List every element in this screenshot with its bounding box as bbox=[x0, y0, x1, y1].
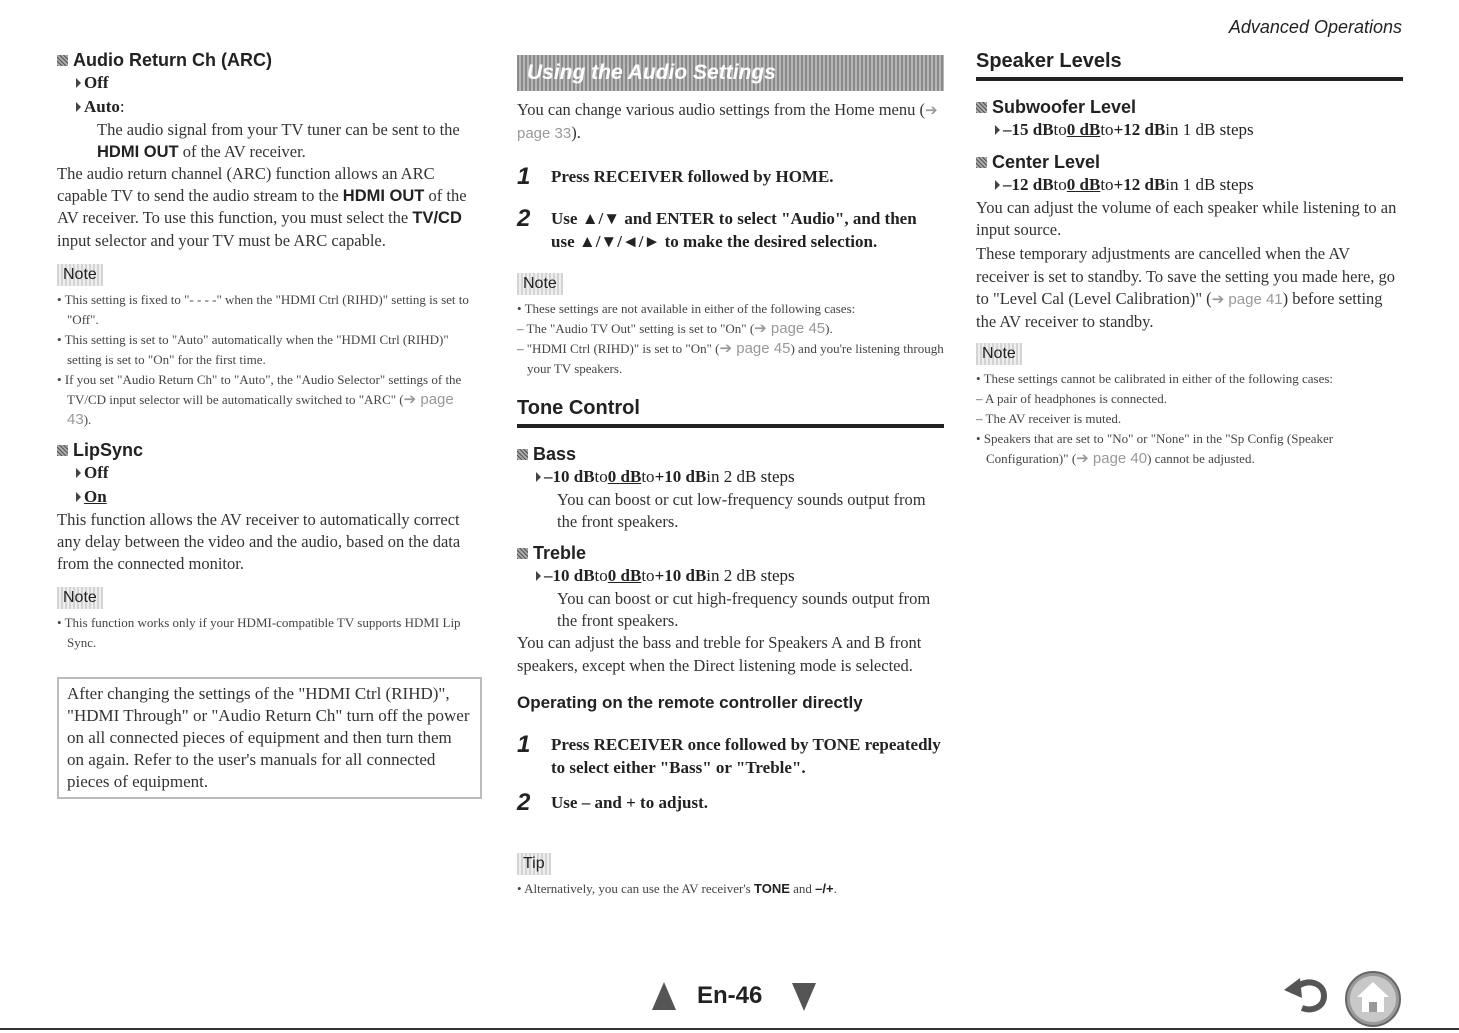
triangle-bullet-icon bbox=[995, 180, 1000, 190]
note-bullet: • These settings are not available in either of the following cases: bbox=[517, 301, 856, 317]
next-page-arrow-icon[interactable] bbox=[792, 983, 816, 1011]
note-bullet: • This setting is fixed to "- - - -" when the "HDMI Ctrl (RIHD)" setting is set to "Off". bbox=[57, 291, 469, 327]
back-icon[interactable] bbox=[1282, 974, 1332, 1014]
triangle-bullet-icon bbox=[995, 125, 1000, 135]
note-bullet: • If you set "Audio Return Ch" to "Auto", the "Audio Selector" settings of the TV/CD input selector will be automatically switched to "ARC" (➔ page 43). bbox=[57, 371, 462, 428]
tone-paragraph: You can adjust the bass and treble for Speakers A and B front speakers, except when the Direct listening mode is selected. bbox=[517, 633, 922, 675]
note-bullet: • Speakers that are set to "No" or "None" in the "Sp Config (Speaker Configuration)" (➔ page 40) cannot be adjusted. bbox=[976, 431, 1334, 468]
lipsync-option-on: On bbox=[76, 485, 482, 509]
arc-paragraph: The audio return channel (ARC) function allows an ARC capable TV to send the audio stream to the HDMI OUT of the AV receiver. To use this function, you must select the TV/CD input selector and your TV must be ARC capable. bbox=[57, 164, 467, 250]
treble-description: You can boost or cut high-frequency sounds output from the front speakers. bbox=[557, 589, 931, 631]
note-bullet: • These settings cannot be calibrated in either of the following cases: bbox=[976, 371, 1334, 387]
tip-block bbox=[517, 853, 944, 899]
remote-step-1: 1 Press RECEIVER once followed by TONE repeatedly to select either "Bass" or "Treble". bbox=[517, 730, 941, 777]
page-footer bbox=[0, 970, 1459, 1020]
arc-auto-description: The audio signal from your TV tuner can be sent to the HDMI OUT of the AV receiver. bbox=[97, 120, 460, 161]
home-icon[interactable] bbox=[1343, 970, 1403, 1028]
column-left bbox=[57, 50, 482, 799]
bass-range: –10 dB to 0 dB to +10 dB in 2 dB steps bbox=[536, 465, 944, 489]
intro-paragraph: You can change various audio settings from the Home menu (➔ page 33). bbox=[517, 100, 938, 143]
page-link[interactable]: ➔ page 45 bbox=[754, 320, 826, 338]
step-2: 2 Use ▲/▼ and ENTER to select "Audio", and then use ▲/▼/◄/► to make the desired selection. bbox=[517, 205, 917, 252]
remote-step-2: 2 Use – and + to adjust. bbox=[517, 788, 709, 816]
triangle-bullet-icon bbox=[76, 492, 81, 502]
tip-bullet: • Alternatively, you can use the AV receiver's TONE and –/+. bbox=[517, 880, 837, 896]
page-link[interactable]: ➔ page 45 bbox=[719, 340, 791, 358]
square-bullet-icon bbox=[976, 102, 987, 113]
note-sub-item: – "HDMI Ctrl (RIHD)" is set to "On" (➔ page 45) and you're listening through your TV speakers. bbox=[517, 340, 944, 377]
triangle-bullet-icon bbox=[536, 571, 541, 581]
square-bullet-icon bbox=[517, 449, 528, 460]
subwoofer-range: –15 dB to 0 dB to +12 dB in 1 dB steps bbox=[995, 118, 1403, 142]
note-badge: Note bbox=[57, 264, 103, 286]
subwoofer-title: Subwoofer Level bbox=[976, 97, 1403, 118]
note-sub-item: – A pair of headphones is connected. bbox=[976, 391, 1167, 407]
column-middle bbox=[517, 55, 944, 899]
center-range: –12 dB to 0 dB to +12 dB in 1 dB steps bbox=[995, 173, 1403, 197]
arc-option-auto: Auto : bbox=[76, 95, 482, 119]
section-header: Advanced Operations bbox=[1228, 17, 1402, 37]
page-link[interactable]: ➔ page 33 bbox=[517, 102, 938, 143]
square-bullet-icon bbox=[57, 445, 68, 456]
previous-page-arrow-icon[interactable] bbox=[652, 982, 676, 1010]
lipsync-title: LipSync bbox=[57, 440, 482, 461]
column-right bbox=[976, 50, 1403, 469]
remote-heading: Operating on the remote controller directly bbox=[517, 692, 863, 712]
page-link[interactable]: ➔ page 43 bbox=[67, 390, 454, 428]
triangle-bullet-icon bbox=[76, 78, 81, 88]
page-number: En-46 bbox=[697, 982, 763, 1009]
triangle-bullet-icon bbox=[76, 468, 81, 478]
tip-badge: Tip bbox=[517, 853, 551, 875]
section-banner: Using the Audio Settings bbox=[517, 55, 944, 91]
arc-title: Audio Return Ch (ARC) bbox=[57, 50, 482, 71]
note-block-speaker bbox=[976, 343, 1403, 469]
page-link[interactable]: ➔ page 41 bbox=[1211, 290, 1283, 308]
step-1: 1 Press RECEIVER followed by HOME. bbox=[517, 163, 834, 191]
speaker-paragraph-2: These temporary adjustments are cancelled when the AV receiver is set to standby. To save the setting you made here, go to "Level Cal (Level Calibration)" (➔ page 41) before setting the AV receiver to standby. bbox=[976, 244, 1396, 332]
note-block-lipsync bbox=[57, 587, 482, 653]
bass-description: You can boost or cut low-frequency sounds output from the front speakers. bbox=[557, 490, 926, 532]
bass-title: Bass bbox=[517, 444, 944, 465]
center-title: Center Level bbox=[976, 152, 1403, 173]
square-bullet-icon bbox=[517, 548, 528, 559]
speaker-paragraph-1: You can adjust the volume of each speaker while listening to an input source. bbox=[976, 198, 1397, 240]
note-sub-item: – The "Audio TV Out" setting is set to "On" (➔ page 45). bbox=[517, 320, 833, 338]
speaker-levels-heading: Speaker Levels bbox=[976, 50, 1403, 81]
tone-control-heading: Tone Control bbox=[517, 397, 944, 428]
arc-option-off: Off bbox=[76, 71, 482, 95]
note-block-arc bbox=[57, 264, 482, 430]
triangle-bullet-icon bbox=[76, 102, 81, 112]
note-bullet: • This setting is set to "Auto" automatically when the "HDMI Ctrl (RIHD)" setting is set to "On" for the first time. bbox=[57, 331, 449, 367]
note-badge: Note bbox=[57, 587, 103, 609]
note-badge: Note bbox=[517, 273, 563, 295]
bottom-rule bbox=[0, 1028, 1459, 1030]
page-link[interactable]: ➔ page 40 bbox=[1076, 450, 1148, 468]
hdmi-caution-box: After changing the settings of the "HDMI Ctrl (RIHD)", "HDMI Through" or "Audio Return Ch" turn off the power on all connected pieces of equipment and then turn them on again. Refer to the user's manuals for all connected pieces of equipment. bbox=[57, 677, 482, 799]
square-bullet-icon bbox=[976, 157, 987, 168]
lipsync-paragraph: This function allows the AV receiver to automatically correct any delay between the video and the audio, based on the data from the connected monitor. bbox=[57, 509, 461, 574]
note-sub-item: – The AV receiver is muted. bbox=[976, 411, 1122, 427]
note-badge: Note bbox=[976, 343, 1022, 365]
note-block-audio bbox=[517, 273, 944, 379]
square-bullet-icon bbox=[57, 55, 68, 66]
note-bullet: • This function works only if your HDMI-compatible TV supports HDMI Lip Sync. bbox=[57, 615, 461, 651]
treble-title: Treble bbox=[517, 543, 944, 564]
lipsync-option-off: Off bbox=[76, 461, 482, 485]
triangle-bullet-icon bbox=[536, 472, 541, 482]
treble-range: –10 dB to 0 dB to +10 dB in 2 dB steps bbox=[536, 564, 944, 588]
